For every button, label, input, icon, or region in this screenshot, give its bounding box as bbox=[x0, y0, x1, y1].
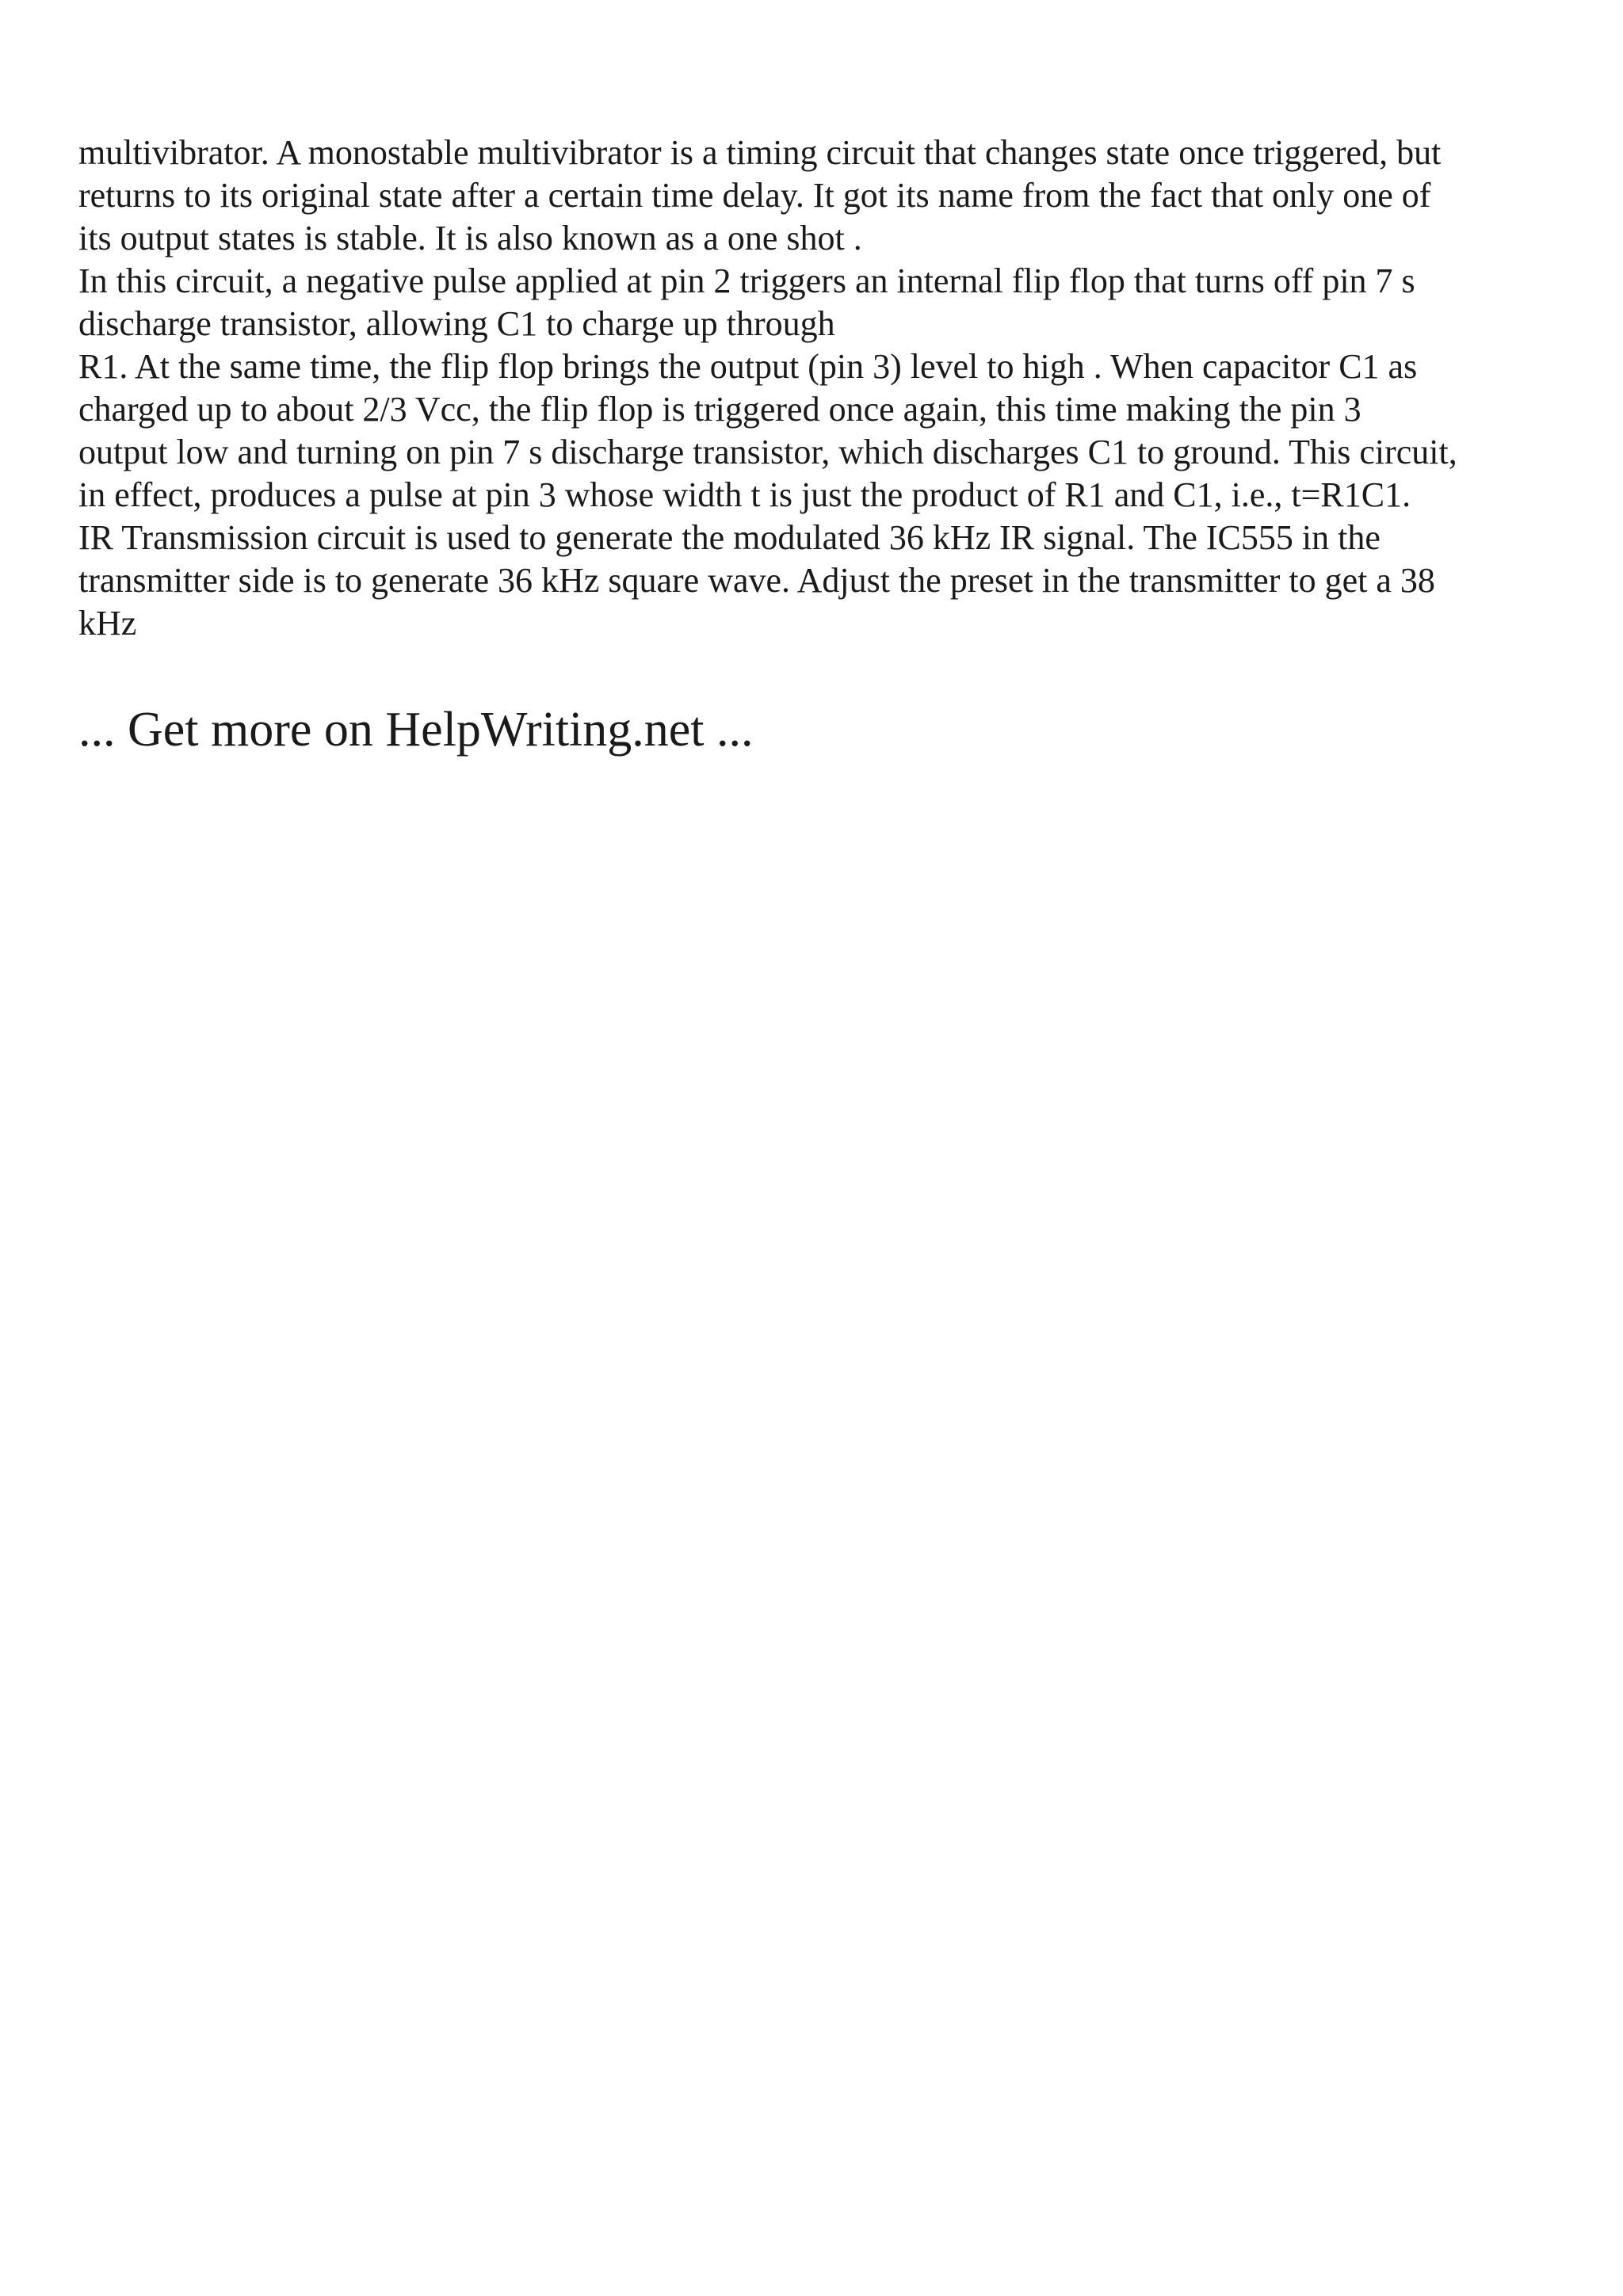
text-line: IR Transmission circuit is used to generate the modulated 36 kHz IR signal. The IC555 in the bbox=[78, 518, 1381, 557]
text-line: charged up to about 2/3 Vcc, the flip flop is triggered once again, this time making the pin 3 bbox=[78, 390, 1361, 429]
text-line: multivibrator. A monostable multivibrator is a timing circuit that changes state once triggered, but bbox=[78, 133, 1442, 172]
get-more-link[interactable]: ... Get more on HelpWriting.net ... bbox=[78, 703, 754, 757]
body-paragraph bbox=[78, 132, 1568, 645]
text-line: In this circuit, a negative pulse applied at pin 2 triggers an internal flip flop that turns off pin 7 s bbox=[78, 261, 1415, 300]
text-line: output low and turning on pin 7 s discharge transistor, which discharges C1 to ground. This circuit, bbox=[78, 433, 1457, 471]
text-line: in effect, produces a pulse at pin 3 whose width t is just the product of R1 and C1, i.e., t=R1C1. bbox=[78, 475, 1411, 514]
text-line: kHz bbox=[78, 604, 137, 643]
text-line: discharge transistor, allowing C1 to charge up through bbox=[78, 304, 835, 343]
text-line: returns to its original state after a certain time delay. It got its name from the fact that only one of bbox=[78, 176, 1431, 215]
text-line: transmitter side is to generate 36 kHz square wave. Adjust the preset in the transmitter to get a 38 bbox=[78, 561, 1435, 600]
text-line: its output states is stable. It is also known as a one shot . bbox=[78, 219, 862, 257]
text-line: R1. At the same time, the flip flop brings the output (pin 3) level to high . When capacitor C1 as bbox=[78, 347, 1418, 386]
